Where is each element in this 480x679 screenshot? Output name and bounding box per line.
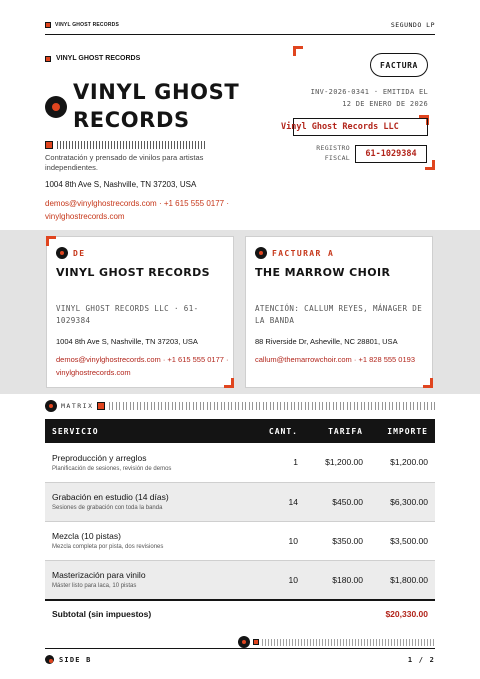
issuer-label bbox=[45, 55, 140, 62]
invoice-meta bbox=[311, 86, 428, 110]
row-rate: $180.00 bbox=[305, 560, 370, 599]
vinyl-record-icon bbox=[45, 96, 67, 118]
row-amount: $6,300.00 bbox=[370, 482, 435, 521]
bill-to-card bbox=[245, 236, 433, 388]
row-amount: $1,200.00 bbox=[370, 443, 435, 482]
from-name: VINYL GHOST RECORDS bbox=[56, 266, 210, 279]
label-square-icon bbox=[45, 56, 51, 62]
row-amount: $3,500.00 bbox=[370, 521, 435, 560]
row-rate: $350.00 bbox=[305, 521, 370, 560]
corner-mark bbox=[224, 378, 234, 388]
bill-to-heading-label: FACTURAR A bbox=[272, 248, 335, 258]
brand-square-icon bbox=[45, 22, 51, 28]
top-side-label: SEGUNDO LP bbox=[390, 21, 435, 29]
from-contact[interactable]: demos@vinylghostrecords.com · +1 615 555 0177 · vinylghostrecords.com bbox=[56, 355, 229, 377]
footer-barcode bbox=[238, 637, 435, 647]
row-rate: $450.00 bbox=[305, 482, 370, 521]
row-title: Masterización para vinilo bbox=[52, 570, 146, 580]
row-title: Mezcla (10 pistas) bbox=[52, 531, 121, 541]
tax-registry-label-line1: REGISTRO bbox=[316, 144, 350, 152]
from-address: 1004 8th Ave S, Nashville, TN 37203, USA bbox=[56, 337, 198, 346]
top-divider bbox=[45, 34, 435, 35]
services-table bbox=[45, 419, 435, 600]
row-service bbox=[45, 521, 255, 560]
bottom-divider bbox=[45, 648, 435, 649]
footer-square-icon bbox=[253, 639, 259, 645]
footer-side bbox=[45, 655, 92, 664]
row-desc: Planificación de sesiones, revisión de demos bbox=[52, 465, 172, 472]
row-desc: Sesiones de grabación con toda la banda bbox=[52, 505, 163, 511]
row-title: Preproducción y arreglos bbox=[52, 452, 147, 463]
legal-name: Vinyl Ghost Records LLC bbox=[281, 122, 399, 132]
bill-to-contact[interactable]: callum@themarrowchoir.com · +1 828 555 0193 bbox=[255, 355, 415, 364]
row-desc: Mezcla completa por pista, dos revisiones bbox=[52, 544, 164, 550]
tax-registry-label-line2: FISCAL bbox=[324, 154, 350, 162]
vinyl-record-icon bbox=[45, 400, 57, 412]
row-qty: 10 bbox=[255, 521, 305, 560]
row-service bbox=[45, 560, 255, 599]
matrix-square-icon bbox=[97, 402, 105, 410]
from-card bbox=[46, 236, 234, 388]
vinyl-record-icon bbox=[238, 636, 250, 648]
tax-registry-label bbox=[316, 143, 350, 163]
row-qty: 10 bbox=[255, 560, 305, 599]
top-bar bbox=[45, 15, 435, 35]
table-row bbox=[45, 482, 435, 521]
table-header-row bbox=[45, 419, 435, 443]
corner-mark bbox=[46, 236, 56, 246]
legal-name-box bbox=[281, 118, 428, 136]
matrix-strip bbox=[45, 400, 435, 412]
row-service bbox=[45, 443, 255, 482]
vinyl-record-icon bbox=[255, 247, 267, 259]
row-title: Grabación en estudio (14 días) bbox=[52, 492, 169, 502]
col-rate: TARIFA bbox=[328, 426, 363, 436]
tax-id-box: 61-1029384 bbox=[355, 145, 427, 163]
corner-mark bbox=[293, 46, 303, 56]
footer bbox=[45, 655, 435, 664]
matrix-label: MATRIX bbox=[61, 402, 94, 410]
company-contact[interactable]: demos@vinylghostrecords.com · +1 615 555 0177 · vinylghostrecords.com bbox=[45, 199, 229, 221]
vinyl-record-icon bbox=[56, 247, 68, 259]
matrix-bars bbox=[109, 402, 435, 410]
vinyl-record-icon bbox=[45, 655, 54, 664]
corner-mark bbox=[423, 378, 433, 388]
bill-to-attention: ATENCIÓN: CALLUM REYES, MÁNAGER DE LA BANDA bbox=[255, 304, 423, 325]
from-heading-label: DE bbox=[73, 248, 86, 258]
top-brand-label: VINYL GHOST RECORDS bbox=[55, 22, 119, 28]
col-amount: IMPORTE bbox=[387, 426, 428, 436]
barcode-bars bbox=[57, 141, 205, 149]
row-qty: 14 bbox=[255, 482, 305, 521]
company-address: 1004 8th Ave S, Nashville, TN 37203, USA bbox=[45, 180, 197, 189]
row-desc: Máster listo para laca, 10 pistas bbox=[52, 583, 137, 589]
row-qty: 1 bbox=[255, 443, 305, 482]
footer-side-label: SIDE B bbox=[59, 655, 92, 664]
row-amount: $1,800.00 bbox=[370, 560, 435, 599]
barcode-square-icon bbox=[45, 141, 53, 149]
company-name: VINYL GHOST RECORDS bbox=[73, 80, 240, 132]
from-heading bbox=[56, 247, 85, 259]
bill-to-address: 88 Riverside Dr, Asheville, NC 28801, USA bbox=[255, 337, 398, 346]
footer-bars bbox=[262, 639, 435, 646]
issuer-label-text: VINYL GHOST RECORDS bbox=[56, 55, 141, 62]
invoice-number: INV-2026-0341 · EMITIDA EL bbox=[310, 88, 428, 96]
col-qty: CANT. bbox=[268, 426, 298, 436]
table-row bbox=[45, 443, 435, 482]
bill-to-heading bbox=[255, 247, 334, 259]
table-row bbox=[45, 521, 435, 560]
table-row bbox=[45, 560, 435, 599]
subtotal-row bbox=[45, 599, 435, 627]
subtotal-value: $20,330.00 bbox=[385, 609, 428, 619]
top-brand bbox=[45, 22, 119, 28]
invoice-date: 12 DE ENERO DE 2026 bbox=[342, 100, 428, 108]
header-barcode bbox=[45, 140, 205, 149]
page-number: 1 / 2 bbox=[407, 655, 435, 664]
row-rate: $1,200.00 bbox=[305, 443, 370, 482]
subtotal-label: Subtotal (sin impuestos) bbox=[52, 609, 152, 619]
col-service: SERVICIO bbox=[52, 426, 99, 436]
bill-to-name: THE MARROW CHOIR bbox=[255, 266, 391, 279]
corner-mark bbox=[425, 160, 435, 170]
row-service bbox=[45, 482, 255, 521]
from-legal: VINYL GHOST RECORDS LLC · 61-1029384 bbox=[56, 304, 199, 325]
document-type-badge: FACTURA bbox=[370, 53, 428, 77]
company-tagline: Contratación y prensado de vinilos para artistas independientes. bbox=[45, 153, 204, 172]
